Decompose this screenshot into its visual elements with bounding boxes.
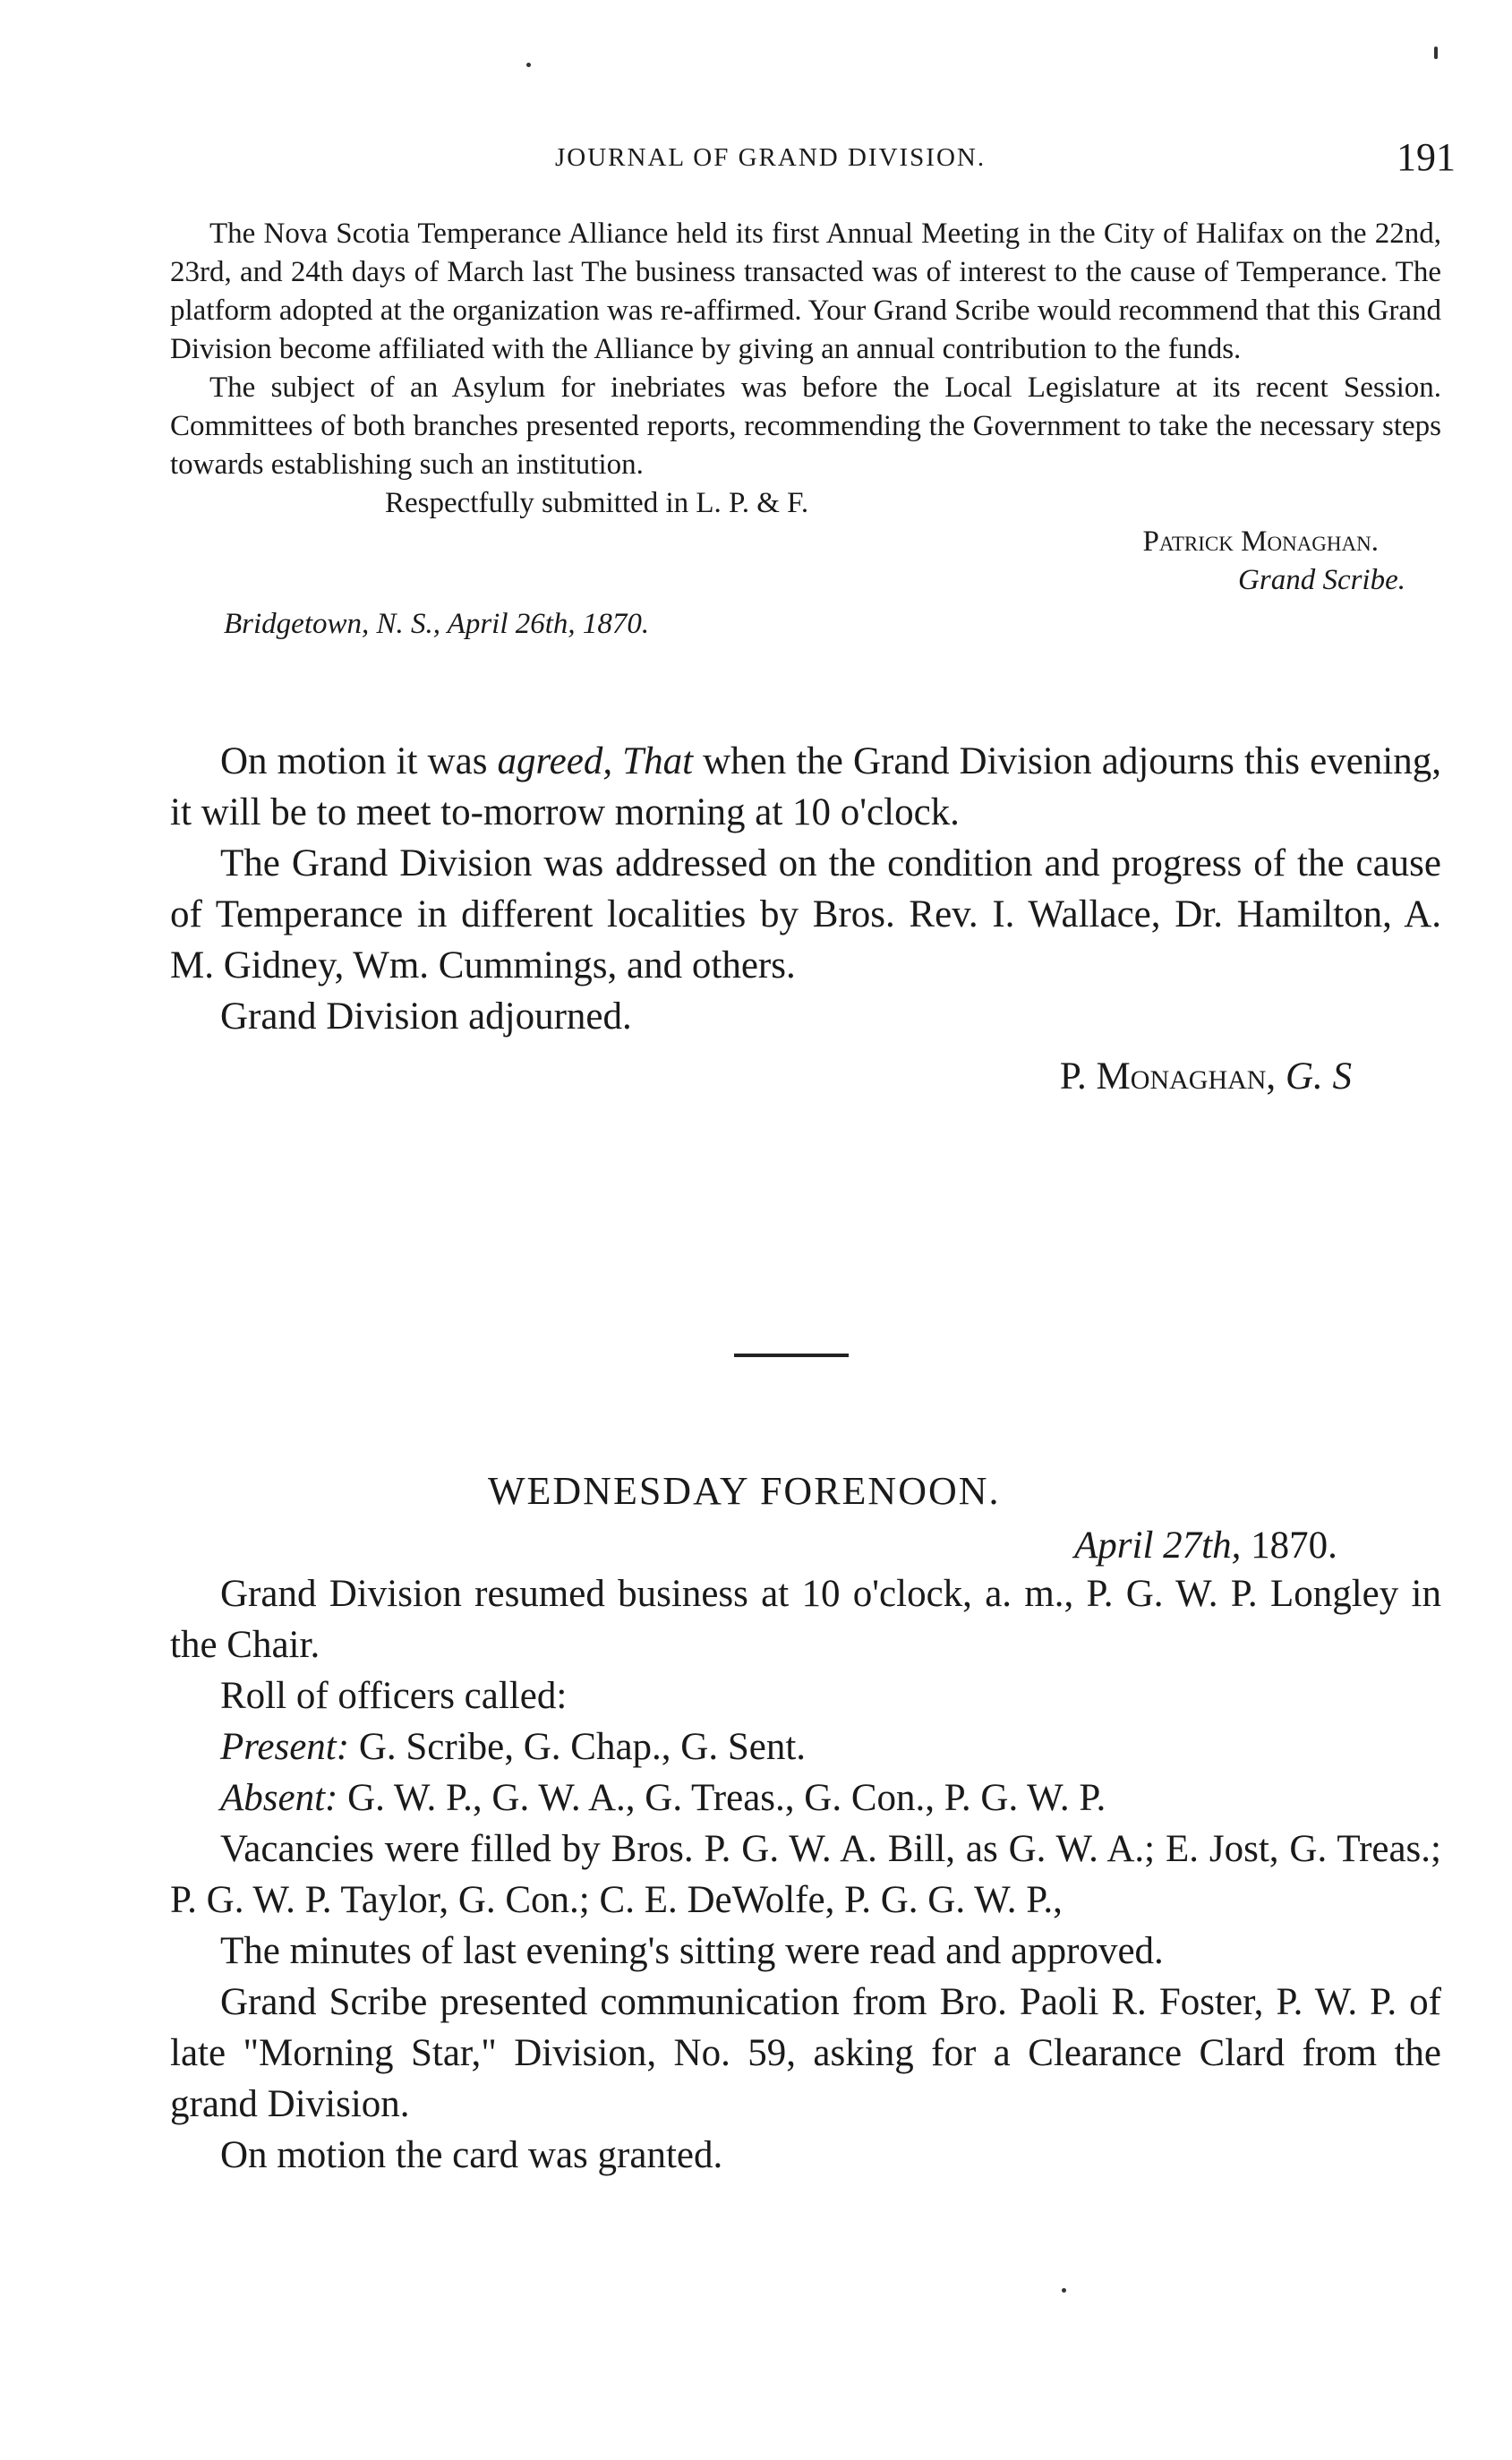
- text-run: when the Grand Division adjourns this evening, it will be to meet to-morrow morning at 10 o'clock.: [170, 740, 1441, 833]
- text-run: On motion it was: [220, 740, 498, 782]
- signature-name: Patrick Monaghan.: [1142, 525, 1379, 558]
- report-signature: [170, 523, 1441, 600]
- place-date: Bridgetown, N. S., April 26th, 1870.: [224, 608, 650, 640]
- text-run: [612, 740, 622, 782]
- text-run-italic: April 27th,: [1074, 1525, 1242, 1567]
- print-speck: [1062, 2288, 1066, 2293]
- session-paragraph: Grand Division resumed business at 10 o'clock, a. m., P. G. W. P. Longley in the Chair.: [170, 1573, 1441, 1666]
- session-date: [1074, 1524, 1337, 1567]
- text-run: P.: [1059, 1055, 1097, 1098]
- session-paragraph: Vacancies were filled by Bros. P. G. W. A. Bill, as G. W. A.; E. Jost, G. Treas.; P. G. W. P. Taylor, G. Con.; C. E. DeWolfe, P. G. G. W. P.,: [170, 1828, 1441, 1921]
- page-number: 191: [1397, 135, 1456, 179]
- report-block: [170, 215, 1441, 644]
- running-header: JOURNAL OF GRAND DIVISION.: [555, 143, 987, 172]
- session-heading: WEDNESDAY FORENOON.: [488, 1469, 1001, 1513]
- session-paragraph: On motion the card was granted.: [220, 2134, 723, 2176]
- minutes-paragraph: [170, 736, 1441, 838]
- text-run: G. W. P., G. W. A., G. Treas., G. Con., P. G. W. P.: [337, 1777, 1106, 1819]
- section-divider: [734, 1354, 849, 1357]
- session-paragraph: [170, 1772, 1441, 1824]
- report-closing-text: Respectfully submitted in L. P. & F.: [385, 487, 809, 519]
- text-run: Monaghan,: [1096, 1055, 1277, 1098]
- text-run-italic: G. S: [1285, 1055, 1352, 1098]
- report-closing: [170, 484, 1441, 523]
- print-speck: [1434, 47, 1438, 59]
- text-run-italic: Absent:: [220, 1777, 338, 1819]
- report-paragraph: The Nova Scotia Temperance Alliance held its first Annual Meeting in the City of Halifax on the 22nd, 23rd, and 24th days of March last The business transacted was of interest to the cause of Temperance. The platform adopted at the organization was re-affirmed. Your Grand Scribe would recommend that this Grand Division become affiliated with the Alliance by giving an annual contribution to the funds.: [170, 218, 1441, 365]
- session-block: [170, 1568, 1441, 2181]
- session-paragraph: Grand Scribe presented communication from Bro. Paoli R. Foster, P. W. P. of late "Morning Star," Division, No. 59, asking for a Clearance Clard from the grand Division.: [170, 1981, 1441, 2125]
- minutes-block: [170, 736, 1441, 1102]
- text-run: G. Scribe, G. Chap., G. Sent.: [349, 1726, 807, 1768]
- text-run-italic: That: [622, 740, 694, 782]
- minutes-paragraph: The Grand Division was addressed on the condition and progress of the cause of Temperance in different localities by Bros. Rev. I. Wallace, Dr. Hamilton, A. M. Gidney, Wm. Cummings, and others.: [170, 842, 1441, 987]
- signature-title: Grand Scribe.: [1238, 564, 1405, 596]
- text-run: [1276, 1055, 1286, 1098]
- session-paragraph: [170, 1721, 1441, 1772]
- text-run-italic: agreed,: [497, 740, 613, 782]
- text-run: 1870.: [1241, 1525, 1337, 1567]
- text-run-italic: Present:: [220, 1726, 350, 1768]
- session-paragraph: The minutes of last evening's sitting were read and approved.: [220, 1930, 1164, 1972]
- print-speck: [526, 63, 531, 67]
- report-paragraph: The subject of an Asylum for inebriates was before the Local Legislature at its recent Session. Committees of both branches presented reports, recommending the Government to take the necessary steps towards establishing such an institution.: [170, 372, 1441, 481]
- minutes-signature: [170, 1051, 1441, 1102]
- minutes-paragraph: Grand Division adjourned.: [220, 995, 632, 1038]
- session-paragraph: Roll of officers called:: [220, 1675, 568, 1717]
